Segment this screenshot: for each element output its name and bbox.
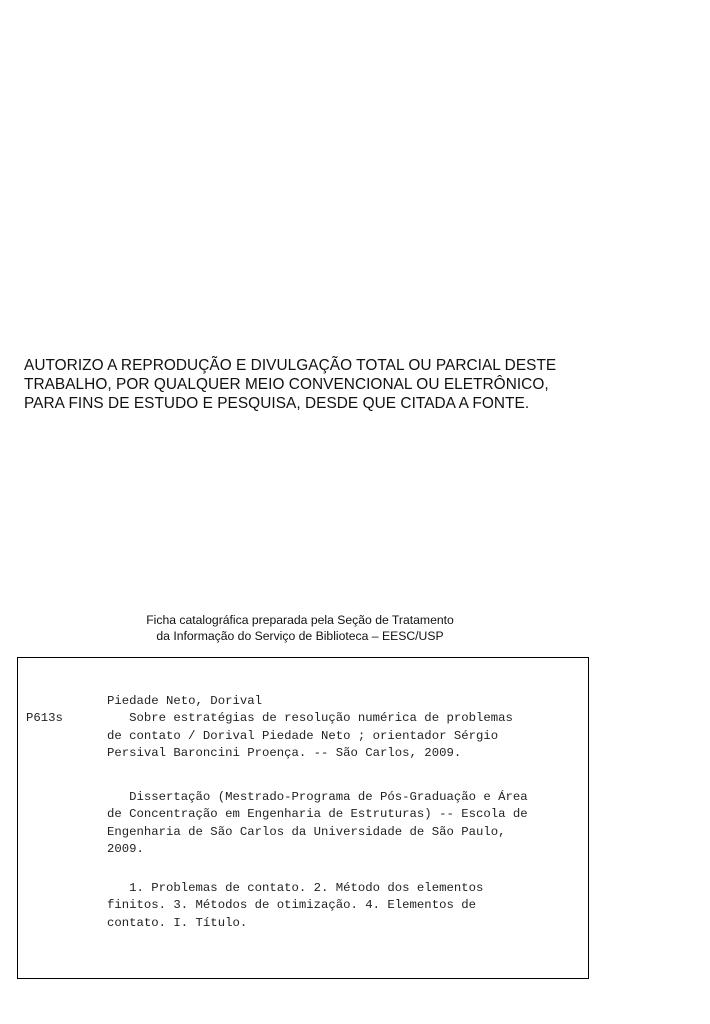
dissertation-note-line: 2009. <box>107 841 144 856</box>
authorization-line: PARA FINS DE ESTUDO E PESQUISA, DESDE QUE CITADA A FONTE. <box>24 395 530 412</box>
title-statement-line: Persival Baroncini Proença. -- São Carlos, 2009. <box>107 745 462 760</box>
dissertation-note-line: Dissertação (Mestrado-Programa de Pós-Graduação e Área <box>107 790 528 804</box>
caption-line: da Informação do Serviço de Biblioteca – EESC/USP <box>156 628 444 643</box>
title-statement-line: Sobre estratégias de resolução numérica de problemas <box>107 711 513 726</box>
subject-headings-line: finitos. 3. Métodos de otimização. 4. Elementos de <box>107 898 476 913</box>
subject-headings-line: 1. Problemas de contato. 2. Método dos elementos <box>107 881 484 895</box>
catalog-card <box>17 657 589 979</box>
authorization-line: TRABALHO, POR QUALQUER MEIO CONVENCIONAL OU ELETRÔNICO, <box>24 376 549 393</box>
catalog-card-caption <box>110 613 490 644</box>
catalog-main-entry <box>107 693 587 762</box>
subject-headings-line: contato. I. Título. <box>107 915 248 930</box>
caption-line: Ficha catalográfica preparada pela Seção de Tratamento <box>146 613 454 627</box>
reproduction-authorization-statement <box>24 356 604 413</box>
title-statement-line: de contato / Dorival Piedade Neto ; orientador Sérgio <box>107 728 499 743</box>
author-name: Piedade Neto, Dorival <box>107 694 262 708</box>
dissertation-note-line: de Concentração em Engenharia de Estruturas) -- Escola de <box>107 807 528 822</box>
dissertation-note-line: Engenharia de São Carlos da Universidade de São Paulo, <box>107 824 506 839</box>
dissertation-note <box>107 789 587 858</box>
call-number: P613s <box>26 711 63 725</box>
subject-headings <box>107 880 587 932</box>
authorization-line: AUTORIZO A REPRODUÇÃO E DIVULGAÇÃO TOTAL OU PARCIAL DESTE <box>24 357 557 374</box>
